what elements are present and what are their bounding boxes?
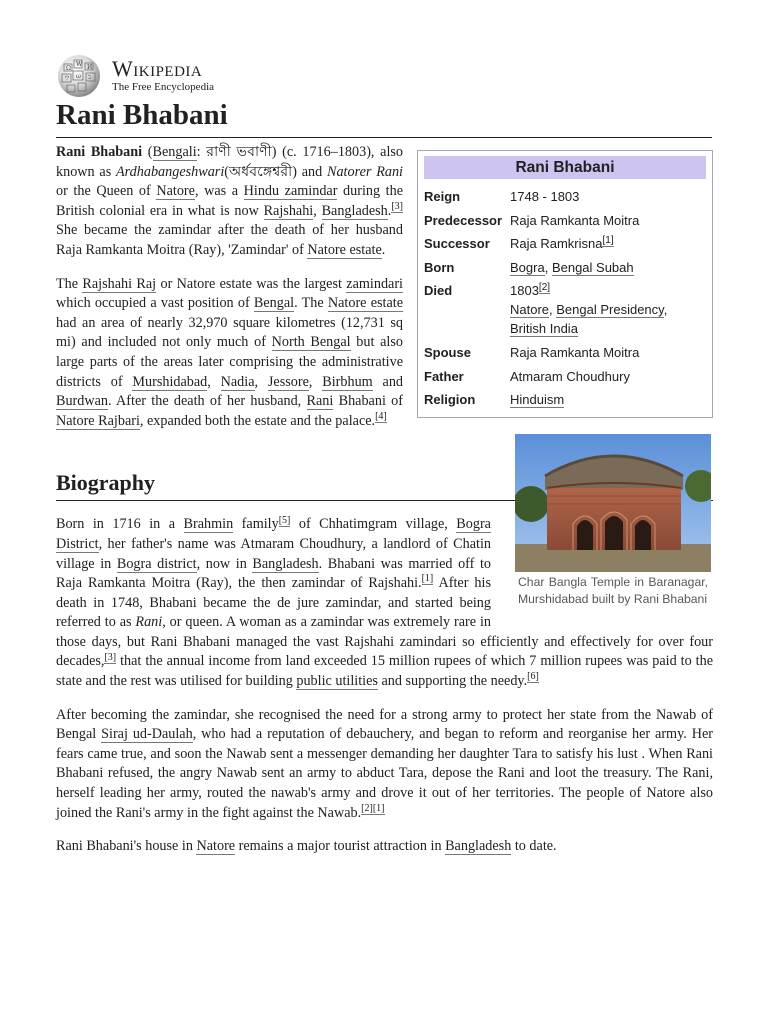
wikipedia-logo[interactable] [56,54,214,98]
text: Bhabani of [333,393,403,410]
page-title: Rani Bhabani [56,99,228,131]
figure-caption: Char Bangla Temple in Baranagar, Murshidabad built by Rani Bhabani [518,574,708,607]
text: , who had a reputation of debauchery, and began to reform and reorganise her army. Her fears came true, and soon the Nawab sent a messenger demanding her daughter Tara to satisfy his lust . When Rani Bhabani refused, the angry Nawab sent an army to abduct Tara, depose the Rani and loot the treasury. The Rani, herself leading her army, routed the nawab's army and drove it out of her territories. The people of Natore also joined the Rani's army in the fight against the Nawab. [56,726,713,821]
wikipedia-tagline: The Free Encyclopedia [112,81,215,93]
link-bogra-district[interactable]: Bogra district [116,555,197,572]
infobox-label: Father [424,368,464,384]
text: ( [142,144,153,160]
text: , her father's name was Atmaram Choudhury, a landlord of Chatin village in [56,535,491,572]
link-hindu-zamindar[interactable]: Hindu zamindar [243,183,338,200]
infobox-row-predecessor [424,209,706,233]
alias-bengali: (অর্ধবঙ্গেশ্বরী) [224,163,297,180]
figure-temple [515,434,711,609]
citation-link[interactable]: [3] [391,201,403,213]
text: Rani Bhabani's house in [56,838,197,855]
link-burdwan[interactable]: Burdwan [56,393,109,410]
infobox-row-born [424,256,706,280]
svg-text:Ω: Ω [66,65,71,72]
text: After his death in 1748, Bhabani became the de jure zamindar, and started being referred to as [56,575,491,631]
article-body [56,143,713,871]
link-bengali[interactable]: Bengali [152,144,197,160]
link-bogra-district[interactable]: Bogra District [56,516,491,552]
link-bengal-presidency[interactable]: Bengal Presidency [556,302,664,318]
text: , was a [194,183,244,200]
text: , [254,373,268,390]
infobox-label: Died [424,283,453,299]
citation-link[interactable]: [1] [602,234,614,246]
infobox-value [510,279,706,341]
text: . After the death of her husband, [108,393,307,410]
text: had an area of nearly 32,970 square kilometres (12,731 sq mi) and included not only much of [56,314,403,351]
text: to date. [511,838,557,855]
link-bangladesh[interactable]: Bangladesh [445,838,512,855]
citation-link[interactable]: [1] [421,573,434,585]
bengali-name: রাণী ভবাণী [206,144,272,160]
infobox-row-father [424,365,706,389]
infobox-row-religion [424,388,706,412]
link-natore[interactable]: Natore [156,183,195,200]
citation-link[interactable]: [2] [538,282,551,294]
infobox-value [510,256,706,280]
link-rajshahi-raj[interactable]: Rajshahi Raj [82,275,157,292]
text: , [308,373,323,390]
infobox-title: Rani Bhabani [424,156,706,179]
wikipedia-globe-icon [56,54,102,98]
link-murshidabad[interactable]: Murshidabad [132,373,208,390]
subject-name: Rani Bhabani [56,144,143,160]
infobox-row-spouse [424,341,706,365]
text: and supporting the needy. [377,673,528,690]
citation-link[interactable]: [4] [375,410,387,422]
char-bangla-temple-image[interactable] [515,434,711,572]
text: : [196,144,207,160]
alias: Ardhabangeshwari [116,163,225,180]
text: . Bhabani was married off to Raja Ramkanta Moitra (Ray), the then zamindar of Rajshahi. [56,555,492,592]
infobox-label: Spouse [424,344,471,360]
alias: Natorer Rani [327,163,403,180]
link-natore[interactable]: Natore [510,302,550,318]
link-bengal[interactable]: Bengal [253,295,295,312]
infobox-label: Born [424,259,455,275]
text: remains a major tourist attraction in [235,838,446,855]
link-natore-estate[interactable]: Natore estate [327,295,403,312]
title-divider [56,137,712,138]
infobox-label: Predecessor [424,212,503,228]
text: or Natore estate was the largest [156,275,347,292]
link-nadia[interactable]: Nadia [220,373,255,390]
infobox-label: Successor [424,236,490,252]
svg-text:W: W [76,61,83,68]
separator: , [663,302,668,318]
section-heading-biography: Biography [56,469,713,501]
text: ) (c. 1716–1803), also known as [56,144,404,180]
citation-link[interactable]: [3] [104,651,117,663]
link-public-utilities[interactable]: public utilities [296,673,378,690]
text: , expanded both the estate and the palace. [139,412,376,429]
died-year: 1803 [510,283,539,299]
text: but also large parts of the areas later comprising the administrative districts of [56,334,403,390]
biography-paragraph-2 [56,706,713,824]
link-natore-rajbari[interactable]: Natore Rajbari [56,412,140,429]
infobox-value [510,232,706,256]
citation-link[interactable]: [6] [527,671,539,683]
infobox-row-reign [424,185,706,209]
citation-link[interactable]: [5] [278,514,291,526]
link-natore-estate[interactable]: Natore estate [307,241,382,258]
svg-text:И: И [87,64,93,71]
link-natore[interactable]: Natore [196,838,236,855]
link-birbhum[interactable]: Birbhum [322,373,373,390]
text: , now in [196,555,253,572]
infobox-row-successor [424,232,706,256]
wikipedia-wordmark: Wikipedia [112,56,203,81]
link-british-india[interactable]: British India [510,321,578,337]
link-bogra[interactable]: Bogra [510,259,545,275]
biography-paragraph-3 [56,837,713,857]
separator: , [544,259,552,275]
infobox-value: Raja Ramkanta Moitra [510,344,640,360]
infobox-value [510,388,706,412]
svg-text:ウ: ウ [64,75,71,82]
text: that the annual income from land exceeded 15 million rupees of which 7 million rupees was paid to the state and the rest was utilised for building [56,653,713,690]
text: or the Queen of [56,183,157,200]
link-north-bengal[interactable]: North Bengal [271,334,351,351]
link-rajshahi[interactable]: Rajshahi [263,202,314,219]
infobox-row-died [424,279,706,341]
citation-link[interactable]: [2] [361,802,373,814]
link-bangladesh[interactable]: Bangladesh [321,202,388,219]
link-jessore[interactable]: Jessore [267,373,309,390]
text: family [233,516,279,533]
infobox-value: Atmaram Choudhury [510,368,630,384]
text: , [207,373,221,390]
infobox-label: Religion [424,392,476,408]
text: . The [294,295,328,312]
infobox-value: Raja Ramkanta Moitra [510,212,640,228]
link-bengal-subah[interactable]: Bengal Subah [551,259,634,275]
text: of Chhatimgram village, [290,516,457,533]
link-brahmin[interactable]: Brahmin [183,516,234,533]
link-zamindari[interactable]: zamindari [346,275,404,292]
infobox [417,150,713,418]
link-bangladesh[interactable]: Bangladesh [252,555,319,572]
text: , or queen. A woman as a zamindar was extremely rare in those days, but Rani Bhabani managed the vast Rajshahi zamindari so efficiently and effectively for over four decades, [56,614,713,670]
text: She became the zamindar after the death of her husband Raja Ramkanta Moitra (Ray), 'Zamindar' of [56,222,403,258]
text: which occupied a vast position of [56,295,254,312]
svg-text:ב: ב [88,74,91,81]
successor-name: Raja Ramkrisna [510,236,603,252]
svg-text:ω: ω [76,73,81,80]
link-hinduism[interactable]: Hinduism [510,392,565,408]
text: during the British colonial era in what is now [56,183,404,219]
text: The [56,275,83,292]
text: . [387,202,392,219]
text: and [372,373,404,390]
infobox-table [424,185,706,412]
infobox-label: Reign [424,189,461,204]
text: Born in 1716 in a [56,516,184,533]
text: and [296,163,327,180]
text: , [313,202,322,219]
infobox-value: 1748 - 1803 [510,189,580,204]
link-rani[interactable]: Rani [306,393,334,410]
text: . [381,241,386,258]
text: After becoming the zamindar, she recognised the need for a strong army to protect her state from the Nawab of Bengal [56,706,713,743]
separator: , [549,302,557,318]
italic-term: Rani [135,614,163,631]
link-siraj-ud-daulah[interactable]: Siraj ud-Daulah [101,726,193,743]
citation-link[interactable]: [1] [372,802,385,814]
